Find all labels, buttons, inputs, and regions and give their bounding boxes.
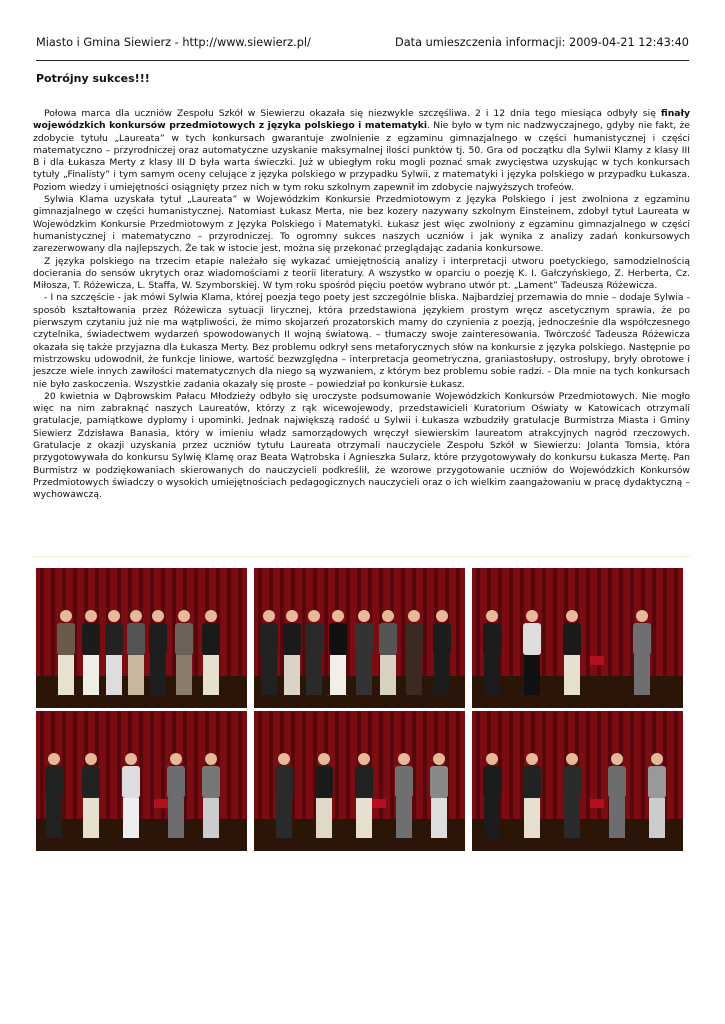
person-torso <box>82 766 100 798</box>
event-photo <box>254 568 465 708</box>
person-head <box>358 610 370 622</box>
person-legs <box>316 798 332 838</box>
person-torso <box>305 623 323 655</box>
curtain-fold <box>238 711 242 821</box>
person-head <box>408 610 420 622</box>
person-torso <box>405 623 423 655</box>
curtain-fold <box>509 568 513 678</box>
person-head <box>205 610 217 622</box>
curtain-fold <box>238 568 242 678</box>
gallery-divider <box>33 556 690 557</box>
person-torso <box>275 766 293 798</box>
person-head <box>566 610 578 622</box>
person-legs <box>168 798 184 838</box>
curtain-fold <box>412 711 416 821</box>
curtain-fold <box>586 568 590 678</box>
person-torso <box>315 766 333 798</box>
person-legs <box>83 798 99 838</box>
curtain-fold <box>520 568 524 678</box>
curtain-fold <box>619 568 623 678</box>
person-legs <box>431 798 447 838</box>
curtain-fold <box>553 711 557 821</box>
curtain-fold <box>476 568 480 678</box>
page-header <box>36 36 689 58</box>
person-torso <box>483 623 501 655</box>
header-divider <box>36 60 689 61</box>
photo-gallery <box>36 568 683 852</box>
person-torso <box>57 623 75 655</box>
event-photo <box>472 711 683 851</box>
person-legs <box>58 655 74 695</box>
person-torso <box>122 766 140 798</box>
person-legs <box>203 655 219 695</box>
person-torso <box>648 766 666 798</box>
person-legs <box>306 655 322 695</box>
person-legs <box>150 655 166 695</box>
person-head <box>85 610 97 622</box>
curtain-fold <box>335 711 339 821</box>
person-head <box>382 610 394 622</box>
person-torso <box>633 623 651 655</box>
curtain-fold <box>302 711 306 821</box>
curtain-fold <box>401 568 405 678</box>
person-torso <box>127 623 145 655</box>
person-head <box>611 753 623 765</box>
person-head <box>358 753 370 765</box>
person-legs <box>284 655 300 695</box>
person-legs <box>356 798 372 838</box>
publish-date: Data umieszczenia informacji: 2009-04-21 12:43:40 <box>395 36 689 49</box>
bold-phrase: finały wojewódzkich konkursów przedmiotowych z języka polskiego i matematyki <box>33 108 690 132</box>
person-torso <box>523 766 541 798</box>
person-legs <box>203 798 219 838</box>
person-head <box>398 753 410 765</box>
curtain-fold <box>456 711 460 821</box>
person-head <box>178 610 190 622</box>
person-torso <box>175 623 193 655</box>
person-legs <box>276 798 292 838</box>
curtain-fold <box>280 568 284 678</box>
curtain-fold <box>40 711 44 821</box>
curtain-fold <box>51 568 55 678</box>
person-torso <box>149 623 167 655</box>
person-torso <box>483 766 501 798</box>
diploma-folder <box>154 799 168 808</box>
curtain-fold <box>194 568 198 678</box>
photo-3[interactable] <box>472 568 683 708</box>
person-torso <box>355 623 373 655</box>
person-head <box>486 753 498 765</box>
person-head <box>170 753 182 765</box>
person-head <box>318 753 330 765</box>
curtain-fold <box>269 711 273 821</box>
photo-1[interactable] <box>36 568 247 708</box>
person-legs <box>406 655 422 695</box>
event-photo <box>472 568 683 708</box>
curtain-fold <box>258 711 262 821</box>
curtain-fold <box>553 568 557 678</box>
curtain-fold <box>117 711 121 821</box>
person-legs <box>564 655 580 695</box>
person-head <box>125 753 137 765</box>
curtain-fold <box>630 711 634 821</box>
person-legs <box>123 798 139 838</box>
person-head <box>636 610 648 622</box>
person-torso <box>329 623 347 655</box>
curtain-fold <box>106 711 110 821</box>
curtain-fold <box>40 568 44 678</box>
photo-6[interactable] <box>472 711 683 851</box>
article-paragraph: Połowa marca dla uczniów Zespołu Szkół w Siewierzu okazała się niezwykle szczęśliwa. 2 i 12 dnia tego miesiąca odbyły się finały wojewódzkich konkursów przedmiotowych z języka polskiego i matematyki. Nie było w tym nic nadzwyczajnego, gdyby nie fakt, że zdobycie tytułu „Laureata” w tych konkursach gwarantuje zwolnienie z egzaminu gimnazjalnego w części humanistycznej i części matematyczno – przyrodniczej oraz automatyczne uzyskanie maksymalnej ilości punktów tj. 50. Gra od początku dla Sylwii Klamy z klasy III B i dla Łukasza Merty z klasy III D była warta świeczki. Już w ubiegłym roku mogli poznać smak zwycięstwa uzyskując w tych konkursach tytuły „Finalisty” i tym samym oceny celujące z języka polskiego w przypadku Sylwii, z matematyki i języka polskiego w przypadku Łukasza. Poziom wiedzy i umiejętności osiągnięty przez nich w tym roku szkolnym zapewnił im zdobycie najwyższych trofeów. <box>33 108 690 193</box>
curtain-fold <box>194 711 198 821</box>
person-torso <box>260 623 278 655</box>
event-photo <box>36 568 247 708</box>
person-torso <box>167 766 185 798</box>
article-body <box>33 108 690 502</box>
photo-5[interactable] <box>254 711 465 851</box>
curtain-fold <box>630 568 634 678</box>
person-head <box>60 610 72 622</box>
person-head <box>205 753 217 765</box>
person-head <box>651 753 663 765</box>
curtain-fold <box>674 568 678 678</box>
person-head <box>308 610 320 622</box>
person-head <box>433 753 445 765</box>
person-legs <box>649 798 665 838</box>
person-legs <box>83 655 99 695</box>
curtain-fold <box>652 568 656 678</box>
curtain-fold <box>423 568 427 678</box>
person-head <box>486 610 498 622</box>
person-legs <box>484 798 500 838</box>
curtain-fold <box>608 568 612 678</box>
photo-4[interactable] <box>36 711 247 851</box>
person-torso <box>355 766 373 798</box>
curtain-fold <box>73 711 77 821</box>
curtain-fold <box>542 711 546 821</box>
person-legs <box>356 655 372 695</box>
person-legs <box>634 655 650 695</box>
person-legs <box>396 798 412 838</box>
curtain-fold <box>641 711 645 821</box>
curtain-fold <box>390 711 394 821</box>
person-torso <box>563 623 581 655</box>
curtain-fold <box>346 711 350 821</box>
curtain-fold <box>586 711 590 821</box>
curtain-fold <box>674 711 678 821</box>
person-legs <box>176 655 192 695</box>
person-head <box>48 753 60 765</box>
photo-2[interactable] <box>254 568 465 708</box>
article-title: Potrójny sukces!!! <box>36 72 150 85</box>
person-head <box>152 610 164 622</box>
person-head <box>286 610 298 622</box>
person-legs <box>524 655 540 695</box>
person-legs <box>380 655 396 695</box>
person-torso <box>202 623 220 655</box>
curtain-fold <box>423 711 427 821</box>
person-legs <box>609 798 625 838</box>
person-torso <box>563 766 581 798</box>
person-legs <box>524 798 540 838</box>
person-head <box>263 610 275 622</box>
curtain-fold <box>150 711 154 821</box>
person-head <box>108 610 120 622</box>
curtain-fold <box>346 568 350 678</box>
person-torso <box>82 623 100 655</box>
person-head <box>278 753 290 765</box>
curtain-fold <box>172 568 176 678</box>
curtain-fold <box>476 711 480 821</box>
person-head <box>130 610 142 622</box>
person-head <box>332 610 344 622</box>
person-legs <box>564 798 580 838</box>
person-legs <box>106 655 122 695</box>
person-head <box>526 753 538 765</box>
person-legs <box>434 655 450 695</box>
article-paragraph: - I na szczęście - jak mówi Sylwia Klama, której poezja tego poety jest szczególnie bliska. Najbardziej przemawia do mnie – dodaje Sylwia - sposób kształtowania przez Różewicza sytuacji lirycznej, która przedstawiona językiem prostym wręcz ascetycznym sprawia, że po pierwszym czytaniu już nie ma wątpliwości, że mimo skojarzeń prozatorskich mamy do czynienia z poezją, jednocześnie dla współczesnego czytelnika, świadectwem wydarzeń spowodowanych II wojną światową. – tłumaczy swoje zainteresowania. Twórczość Tadeusza Różewicza okazała się także przyjazna dla Łukasza Merty. Bez problemu odkrył sens metaforycznych słów na konkursie z języka polskiego. Następnie po mistrzowsku udowodnił, że funkcje liniowe, wartość bezwzględna – interpretacja geometryczna, graniastosłupy, ostrosłupy, bryły obrotowe i jeszcze wiele innych zawiłości matematycznych dla niego są wyzwaniem, z którym bez problemu sobie radzi. - Dla mnie na tych konkursach nie było zaskoczenia. Wszystkie zadania okazały się proste – powiedział po konkursie Łukasz. <box>33 292 690 390</box>
curtain-fold <box>62 711 66 821</box>
person-torso <box>433 623 451 655</box>
person-torso <box>283 623 301 655</box>
curtain-fold <box>302 568 306 678</box>
person-torso <box>430 766 448 798</box>
source-site: Miasto i Gmina Siewierz - http://www.siewierz.pl/ <box>36 36 311 49</box>
curtain-fold <box>139 711 143 821</box>
curtain-fold <box>227 711 231 821</box>
curtain-fold <box>542 568 546 678</box>
curtain-fold <box>520 711 524 821</box>
person-torso <box>608 766 626 798</box>
diploma-folder <box>590 799 604 808</box>
person-torso <box>523 623 541 655</box>
person-legs <box>261 655 277 695</box>
article-paragraph: Z języka polskiego na trzecim etapie należało się wykazać umiejętnością analizy i interpretacji utworu poetyckiego, samodzielnością docierania do sensów ukrytych oraz wiadomościami z teorii literatury. A wszystko w oparciu o poezję K. I. Gałczyńskiego, Z. Herberta, Cz. Miłosza, T. Różewicza, L. Staffa, W. Szymborskiej. W tym roku spośród pięciu poetów wybrano utwór pt. „Lament” Tadeusza Różewicza. <box>33 255 690 292</box>
person-legs <box>46 798 62 838</box>
person-torso <box>379 623 397 655</box>
person-head <box>526 610 538 622</box>
person-torso <box>105 623 123 655</box>
curtain-fold <box>509 711 513 821</box>
person-head <box>566 753 578 765</box>
person-torso <box>395 766 413 798</box>
diploma-folder <box>372 799 386 808</box>
curtain-fold <box>456 568 460 678</box>
person-legs <box>330 655 346 695</box>
person-torso <box>45 766 63 798</box>
curtain-fold <box>227 568 231 678</box>
event-photo <box>254 711 465 851</box>
person-torso <box>202 766 220 798</box>
person-head <box>436 610 448 622</box>
person-legs <box>128 655 144 695</box>
person-head <box>85 753 97 765</box>
event-photo <box>36 711 247 851</box>
curtain-fold <box>663 568 667 678</box>
article-paragraph: Sylwia Klama uzyskała tytuł „Laureata” w Wojewódzkim Konkursie Przedmiotowym z Języka Polskiego i jest zwolniona z egzaminu gimnazjalnego w części humanistycznej. Natomiast Łukasz Merta, nie bez kozery nazywany szkolnym Einsteinem, zdobył tytuł Laureata w Wojewódzkim Konkursie Przedmiotowym z Języka Polskiego i Matematyki. Łukasz jest więc zwolniony z egzaminu gimnazjalnego w części humanistycznej i matematyczno – przyrodniczej. To ogromny sukces naszych uczniów i jak wynika z analizy zadań konkursowych zarezerwowany dla najlepszych. Że tak w istocie jest, można się przekonać przeglądając zadania konkursowe. <box>33 194 690 255</box>
curtain-fold <box>324 568 328 678</box>
article-paragraph: 20 kwietnia w Dąbrowskim Pałacu Młodzieży odbyło się uroczyste podsumowanie Wojewódzkich Konkursów Przedmiotowych. Nie mogło więc na nim zabraknąć naszych Laureatów, którzy z rąk wicewojewody, przedstawicieli Kuratorium Oświaty w Katowicach otrzymali gratulacje, pamiątkowe dyplomy i upominki. Jednak największą radość u Sylwii i Łukasza wzbudziły gratulacje Burmistrza Miasta i Gminy Siewierz Zdzisława Banasia, który w imieniu władz samorządowych wręczył siewierskim laureatom atrakcyjnych nagród rzeczowych. Gratulacje z okazji uzyskania przez uczniów tytułu Laureata otrzymali nauczyciele Zespołu Szkół w Siewierzu: Jolanta Tomsia, która przygotowywała do konkursu Sylwię Klamę oraz Beata Wątrobska i Agnieszka Sularz, które przygotowywały do konkursu Łukasza Mertę. Pan Burmistrz w podziękowaniach skierowanych do nauczycieli podkreślił, że wzorowe przygotowanie uczniów do Wojewódzkich Konkursów Przedmiotowych świadczy o wysokich umiejętnościach pedagogicznych nauczycieli oraz o ich wielkim zaangażowaniu w pracę dydaktyczną – wychowawczą. <box>33 390 690 501</box>
person-legs <box>484 655 500 695</box>
diploma-folder <box>590 656 604 665</box>
